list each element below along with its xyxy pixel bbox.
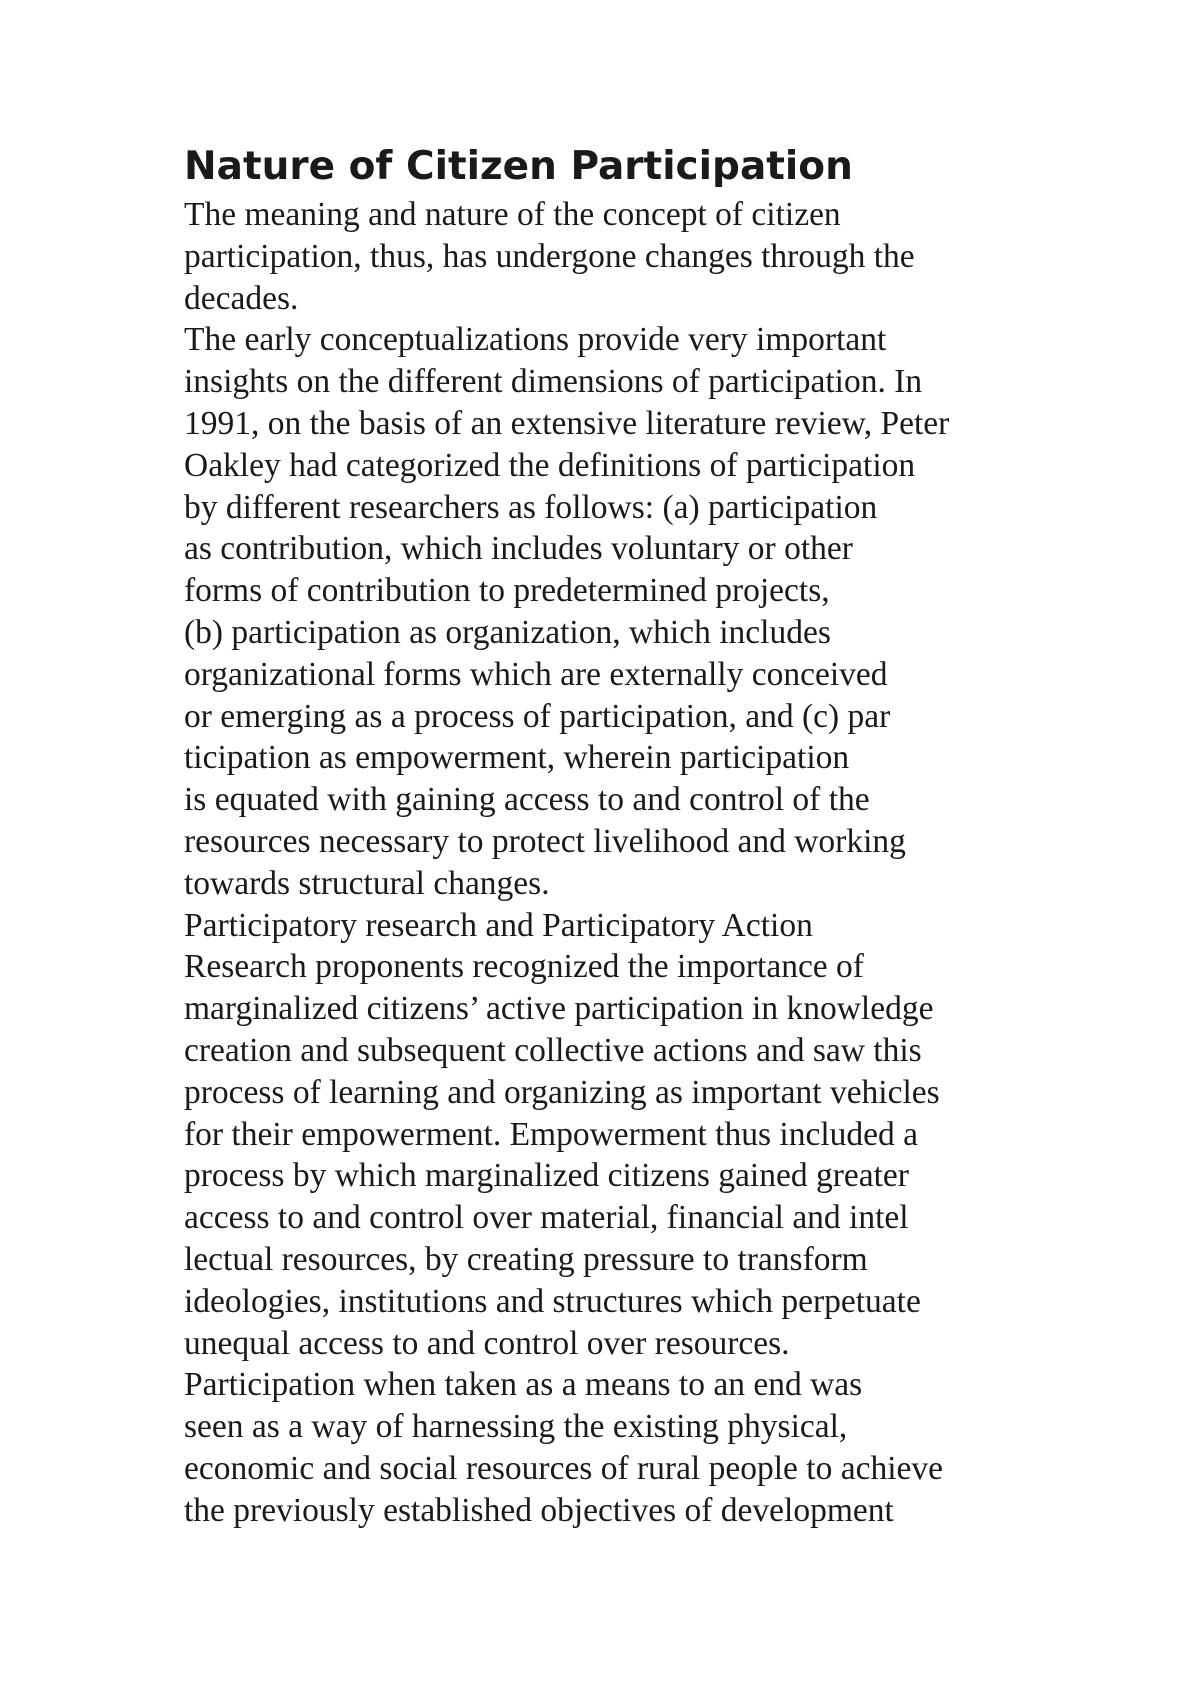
text-line: participation, thus, has undergone changes through the [184, 237, 915, 275]
text-line: insights on the different dimensions of participation. In [184, 363, 923, 401]
text-line: towards structural changes. [184, 864, 550, 902]
text-line: the previously established objectives of development [184, 1491, 894, 1529]
text-line: seen as a way of harnessing the existing physical, [184, 1408, 848, 1446]
text-line: Participatory research and Participatory Action [184, 906, 813, 944]
text-line: (b) participation as organization, which includes [184, 613, 831, 651]
text-line: forms of contribution to predetermined projects, [184, 572, 830, 610]
text-line: Oakley had categorized the definitions of participation [184, 446, 916, 484]
text-line: or emerging as a process of participation, and (c) par [184, 697, 891, 735]
text-line: process by which marginalized citizens gained greater [184, 1157, 909, 1195]
document-body [184, 140, 1084, 1532]
text-line: Research proponents recognized the importance of [184, 948, 864, 986]
text-line: access to and control over material, financial and intel [184, 1199, 909, 1237]
text-line: organizational forms which are externally conceived [184, 655, 888, 693]
text-line: Participation when taken as a means to an end was [184, 1366, 863, 1404]
text-line: is equated with gaining access to and control of the [184, 781, 870, 819]
text-line: creation and subsequent collective actions and saw this [184, 1031, 922, 1069]
text-line: lectual resources, by creating pressure to transform [184, 1240, 868, 1278]
text-line: marginalized citizens’ active participation in knowledge [184, 990, 934, 1028]
text-line: for their empowerment. Empowerment thus included a [184, 1115, 918, 1153]
body-text [184, 194, 1084, 1532]
text-line: unequal access to and control over resources. [184, 1324, 790, 1362]
text-line: ideologies, institutions and structures which perpetuate [184, 1282, 921, 1320]
text-line: 1991, on the basis of an extensive literature review, Peter [184, 404, 950, 442]
text-line: The early conceptualizations provide very important [184, 321, 887, 359]
section-heading: Nature of Citizen Participation [184, 144, 853, 189]
text-line: resources necessary to protect livelihood and working [184, 822, 906, 860]
text-line: The meaning and nature of the concept of citizen [184, 196, 841, 233]
text-line: by different researchers as follows: (a) participation [184, 488, 878, 526]
text-line: economic and social resources of rural people to achieve [184, 1449, 944, 1487]
text-line: decades. [184, 279, 299, 317]
text-line: as contribution, which includes voluntary or other [184, 530, 853, 568]
text-line: ticipation as empowerment, wherein participation [184, 739, 850, 777]
text-line: process of learning and organizing as important vehicles [184, 1073, 940, 1111]
